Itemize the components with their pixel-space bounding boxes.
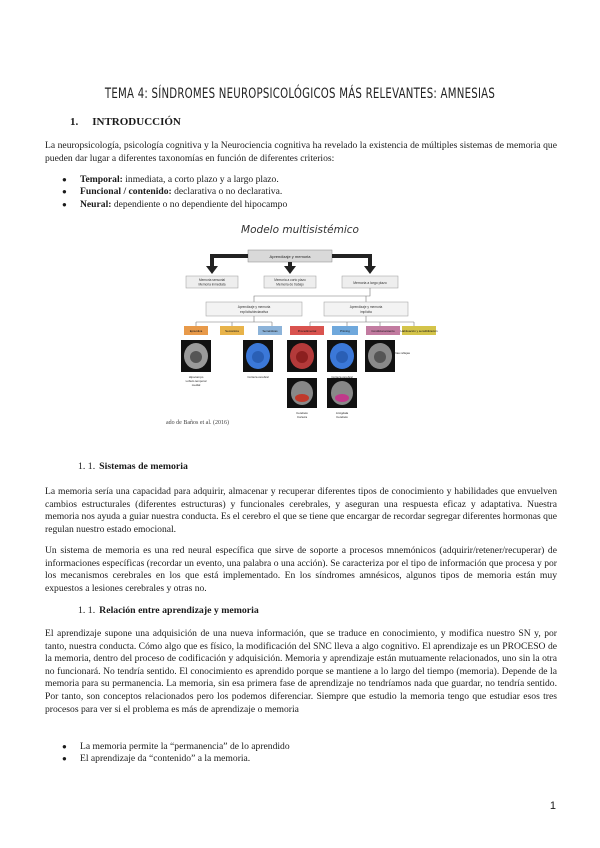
arrow-center-head (284, 266, 296, 274)
paragraph-relacion: El aprendizaje supone una adquisición de una nueva información, que se traduce en conocimiento, y modifica nuestro SN y, por tanto, nuestra conducta. Cómo algo que es físico, la modificación del SNC lleva a algo cognitivo. El aprendizaje es un PROCESO de la memoria, dentro del proceso de codificación y adquisición. Memoria y aprendizaje están mutuamente relacionados, uno sin la otra no funcionará. No tendría sentido. El conocimiento es aprendido porque se mantiene a lo largo del tiempo (memoria). Depende de la memoria para su permanencia. La memoria, sin esa primera fase de aprendizaje no tendríamos nada que guardar, no tendría sentido. Por tanto, son conceptos relacionados pero los podemos diferenciar. Siempre que estudio la memoria tengo que estudiar esos tres procesos para ver si el problema es más de aprendizaje o memoria (45, 628, 557, 715)
diagram-label-corto-plazo: Memoria a corto plazo (274, 278, 306, 282)
diagram-category-label: Semántica (225, 329, 239, 333)
diagram-category-label: Priming (340, 329, 350, 333)
brain-region-label: Cerebelo (296, 411, 308, 415)
page-title: TEMA 4: SÍNDROMES NEUROPSICOLÓGICOS MÁS RELEVANTES: AMNESIAS (104, 86, 496, 102)
criteria-text: declarativa o no declarativa. (171, 186, 283, 198)
brain-scan-image (365, 340, 395, 372)
subsection-title: Sistemas de memoria (99, 461, 188, 472)
diagram-category-label: Semánticas (262, 329, 278, 333)
diagram-label-explicita-2: explícita/declarativa (240, 310, 268, 314)
diagram-label-explicita: Aprendizaje y memoria (237, 305, 271, 309)
criteria-term: Funcional / contenido: (80, 186, 172, 198)
diagram-label-implicita: Aprendizaje y memoria (349, 305, 383, 309)
paragraph-sistemas-2: Un sistema de memoria es una red neural específica que sirve de soporte a procesos mnemónicos (adquirir/retener/recuperar) de informaciones específicas (recordar un evento, una palabra o una acción). Se caracteriza por el tipo de información que procesa y por los mecanismos cerebrales en los que está implementado. En los síndromes amnésicos, algunos tipos de memoria están muy expuestos a lesiones cerebrales y otras no. (45, 545, 557, 594)
brain-scan-image (243, 340, 273, 372)
brain-region-label: Corteza (296, 415, 308, 419)
paragraph-sistemas-1: La memoria sería una capacidad para adquirir, almacenar y recuperar diferentes tipos de conocimiento y habilidades que envuelven cambios estructurales (diferentes estructuras) y funcionales cerebrales, y aseguran una respuesta eficaz y adaptativa. Nuestra memoria nos ayuda a guiar nuestra conducta. Es el cerebro el que se tiene que encargar de recordar segregar diferentes hormonas que regulan nuestro estado emocional. (45, 486, 557, 535)
criteria-term: Neural: (80, 198, 112, 210)
diagram-category-label: Habituación y sensibilización (400, 329, 438, 333)
section-heading-introduccion (70, 116, 181, 128)
brain-scan-image (181, 340, 211, 372)
brain-region-label: Amígdala (335, 411, 349, 415)
brain-region-label: Corteza cerebral (331, 375, 353, 379)
section-number: 1. (70, 116, 79, 128)
memory-systems-diagram (170, 244, 440, 434)
criteria-text: inmediata, a corto plazo y a largo plazo. (122, 174, 279, 185)
list-item (62, 186, 287, 198)
brain-scan-image (287, 378, 317, 408)
list-item: ● El aprendizaje da “contenido” a la memoria. (62, 753, 290, 765)
list-item (62, 174, 287, 186)
diagram-top-label: Aprendizaje y memoria (269, 254, 311, 259)
section-title: INTRODUCCIÓN (92, 116, 181, 128)
subsection-number: 1. 1. (78, 605, 96, 616)
diagram-category-label: Episódica (189, 329, 203, 333)
diagram-connector (254, 288, 370, 302)
diagram-label-largo-plazo: Memoria a largo plazo (353, 281, 387, 285)
brain-region-label: Hipocampo (188, 375, 204, 379)
brain-region-label: Corteza cerebral (247, 375, 269, 379)
brain-image-row (181, 340, 411, 419)
intro-paragraph: La neuropsicología, psicología cognitiva y la Neurociencia cognitiva ha revelado la existencia de múltiples sistemas de memoria que pueden dar lugar a diferentes taxonomías en función de diferentes criterios: (45, 140, 557, 164)
subsection-number: 1. 1. (78, 461, 96, 472)
diagram-label-implicita-2: implícita (360, 310, 372, 314)
figure-citation: ado de Baños et al. (2016) (166, 420, 229, 426)
subsection-title: Relación entre aprendizaje y memoria (99, 605, 259, 616)
brain-region-label: Cerebelo (336, 415, 348, 419)
diagram-label-trabajo: Memoria de trabajo (276, 282, 304, 287)
criteria-text: dependiente o no dependiente del hipocampo (111, 198, 288, 210)
criteria-term: Temporal: (80, 174, 123, 185)
brain-scan-image (327, 378, 357, 408)
brain-region-label: Vías reflejas (394, 351, 410, 355)
list-item (62, 199, 287, 211)
criteria-list (62, 174, 287, 211)
relation-list (62, 741, 290, 766)
figure-title: Modelo multisistémico (241, 224, 359, 236)
diagram-label-sensorial: Memoria sensorial (198, 278, 226, 282)
diagram-connector (196, 316, 414, 326)
subsection-heading-sistemas (78, 461, 188, 472)
brain-scan-image (327, 340, 357, 372)
brain-scan-image (287, 340, 317, 372)
diagram-category-label: Procedimental (297, 329, 317, 333)
brain-region-label: Lóbulo temporal (185, 379, 207, 383)
diagram-category-row (184, 326, 438, 335)
list-item: ● La memoria permite la “permanencia” de lo aprendido (62, 741, 290, 753)
brain-region-label: medial (191, 383, 201, 387)
subsection-heading-relacion (78, 605, 259, 616)
diagram-label-inmediata: Memoria inmediata (198, 282, 226, 287)
page-number: 1 (549, 800, 556, 812)
arrow-left-head (206, 266, 218, 274)
diagram-category-label: Condicionamiento (371, 329, 395, 333)
arrow-right-head (364, 266, 376, 274)
